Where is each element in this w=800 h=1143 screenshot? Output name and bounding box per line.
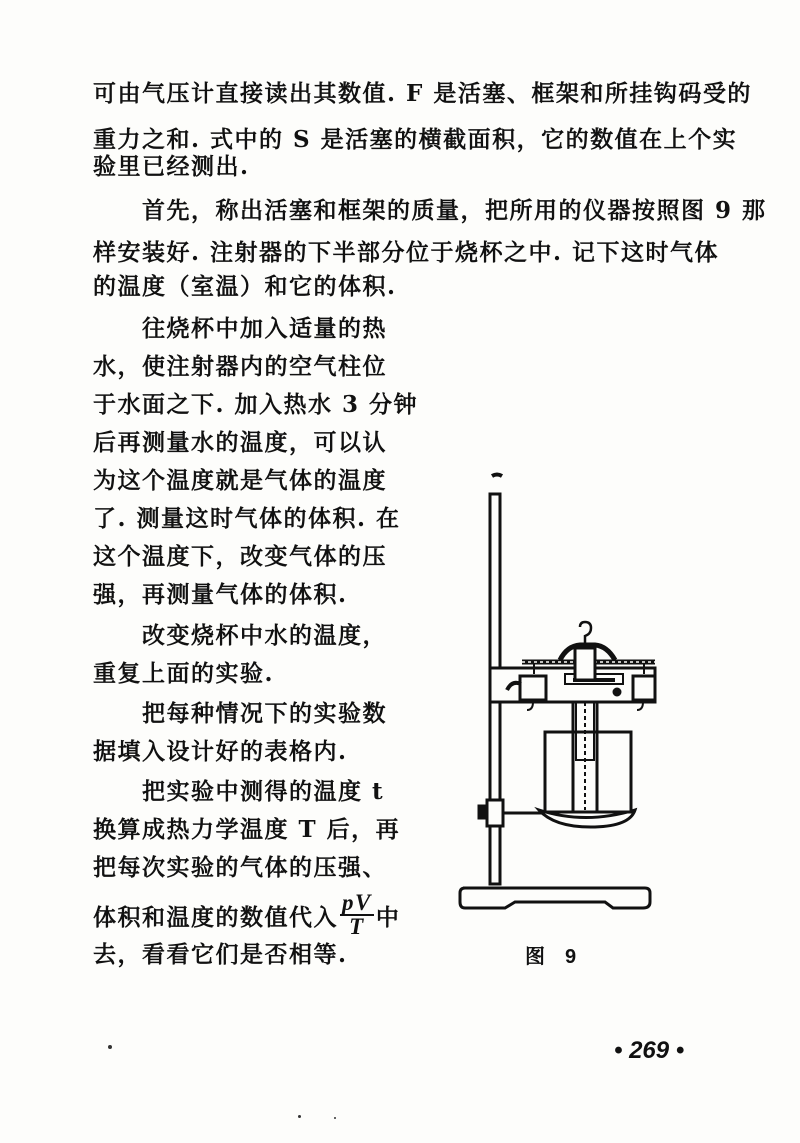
text-line: 重力之和. 式中的 S 是活塞的横截面积，它的数值在上个实 [93, 126, 738, 153]
page-number: • 269 • [614, 1037, 685, 1064]
figure-label: 图 [525, 944, 547, 968]
fraction-pv-over-t [340, 892, 374, 938]
text-line-with-formula [93, 890, 401, 942]
text-line: 于水面之下. 加入热水 3 分钟 [93, 391, 419, 418]
text-line: 这个温度下，改变气体的压 [93, 543, 387, 570]
text-line: 可由气压计直接读出其数值. F 是活塞、框架和所挂钩码受的 [93, 80, 752, 107]
text-line: 水，使注射器内的空气柱位 [93, 353, 387, 380]
apparatus-figure [455, 470, 695, 930]
text-line: 样安装好. 注射器的下半部分位于烧杯之中. 记下这时气体 [93, 239, 720, 266]
text-line: 把实验中测得的温度 t [142, 778, 385, 805]
text-line: 的温度（室温）和它的体积. [93, 273, 397, 300]
fraction-denominator: T [349, 914, 365, 939]
text-line: 了. 测量这时气体的体积. 在 [93, 505, 401, 532]
scan-speck [334, 1117, 336, 1119]
text-fragment: 中 [375, 904, 401, 931]
text-line: 为这个温度就是气体的温度 [93, 467, 387, 494]
text-line: 验里已经测出. [93, 153, 250, 180]
text-line: 强，再测量气体的体积. [93, 581, 348, 608]
text-line: 把每种情况下的实验数 [142, 700, 387, 727]
text-line: 后再测量水的温度，可以认 [93, 429, 387, 456]
fraction-numerator: pV [342, 890, 372, 915]
text-line: 改变烧杯中水的温度， [142, 622, 387, 649]
text-line: 首先，称出活塞和框架的质量，把所用的仪器按照图 9 那 [142, 197, 767, 224]
text-line: 去，看看它们是否相等. [93, 941, 348, 968]
scan-speck [108, 1045, 112, 1049]
text-fragment: 体积和温度的数值代入 [93, 904, 338, 931]
scan-speck [298, 1115, 301, 1118]
text-line: 把每次实验的气体的压强、 [93, 854, 387, 881]
text-line: 换算成热力学温度 T 后，再 [93, 816, 401, 843]
figure-number: 9 [565, 946, 579, 968]
text-line: 往烧杯中加入适量的热 [142, 315, 387, 342]
figure-caption [525, 940, 578, 969]
text-line: 重复上面的实验. [93, 660, 275, 687]
text-line: 据填入设计好的表格内. [93, 738, 348, 765]
